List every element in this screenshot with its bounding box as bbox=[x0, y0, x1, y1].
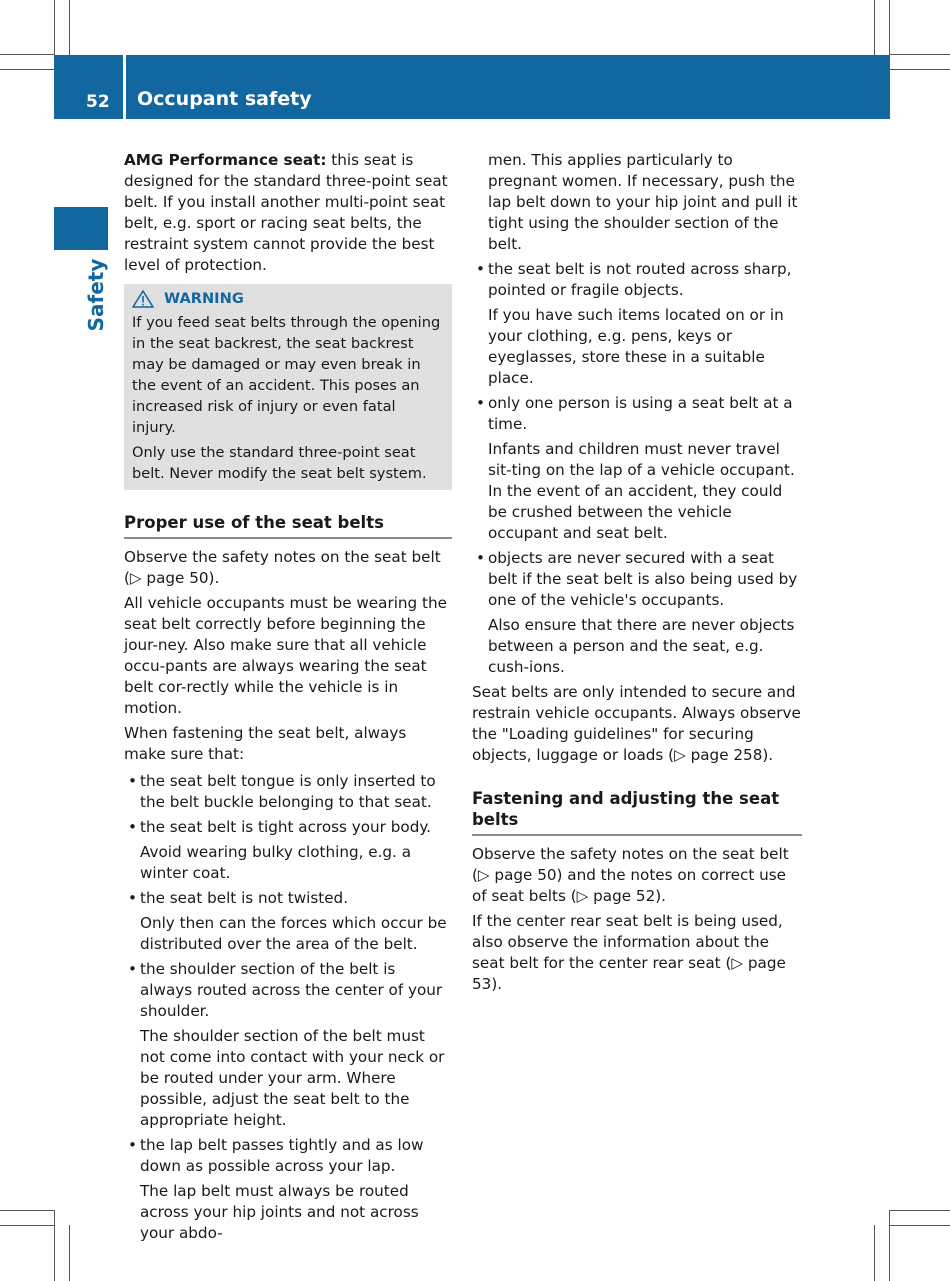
header-divider bbox=[123, 55, 126, 119]
body-paragraph: Observe the safety notes on the seat belt (▷ page 50). bbox=[124, 548, 441, 587]
list-item-note: Infants and children must never travel sit-ting on the lap of a vehicle occupant. In the event of an accident, they could be crushed between the vehicle occupant and seat belt. bbox=[488, 440, 795, 542]
list-item-note: men. This applies particularly to pregnant women. If necessary, push the lap belt down to your hip joint and pull it tight using the shoulder section of the belt. bbox=[488, 151, 798, 253]
crop-mark bbox=[889, 0, 890, 55]
side-tab-marker bbox=[54, 207, 108, 250]
list-item: • the lap belt passes tightly and as low down as possible across your lap. bbox=[124, 1135, 452, 1177]
warning-text: Only use the standard three-point seat belt. Never modify the seat belt system. bbox=[132, 444, 427, 482]
crop-mark bbox=[0, 1225, 54, 1226]
body-paragraph: If the center rear seat belt is being used, also observe the information about the seat belt for the center rear seat (▷ page 53). bbox=[472, 912, 786, 993]
bullet-list bbox=[124, 1135, 452, 1177]
bullet-list bbox=[472, 393, 802, 435]
side-tab-label: Safety bbox=[84, 258, 108, 332]
warning-title: WARNING bbox=[164, 290, 244, 307]
left-column bbox=[124, 150, 452, 1248]
list-item: • only one person is using a seat belt at a time. bbox=[472, 393, 802, 435]
bullet-list bbox=[124, 888, 452, 909]
list-item: • objects are never secured with a seat belt if the seat belt is also being used by one of the vehicle's occupants. bbox=[472, 548, 802, 611]
warning-box bbox=[124, 284, 452, 490]
list-item: • the seat belt is not routed across sharp, pointed or fragile objects. bbox=[472, 259, 802, 301]
bullet-list bbox=[124, 959, 452, 1022]
list-item-note: The shoulder section of the belt must not come into contact with your neck or be routed under your arm. Where possible, adjust the seat belt to the appropriate height. bbox=[140, 1027, 445, 1129]
crop-mark bbox=[54, 0, 55, 55]
crop-mark bbox=[69, 1225, 70, 1281]
crop-mark bbox=[0, 69, 54, 70]
crop-mark bbox=[0, 54, 54, 55]
crop-mark bbox=[874, 0, 875, 55]
section-heading: Fastening and adjusting the seat belts bbox=[472, 788, 802, 836]
list-item: • the shoulder section of the belt is always routed across the center of your shoulder. bbox=[124, 959, 452, 1022]
intro-paragraph bbox=[124, 150, 452, 276]
crop-mark bbox=[890, 1225, 950, 1226]
body-paragraph: When fastening the seat belt, always make sure that: bbox=[124, 724, 407, 763]
list-item-note: The lap belt must always be routed across your hip joints and not across your abdo- bbox=[140, 1182, 419, 1242]
list-item: • the seat belt is not twisted. bbox=[124, 888, 452, 909]
bullet-list bbox=[472, 259, 802, 301]
intro-text: this seat is designed for the standard three-point seat belt. If you install another multi-point seat belt, e.g. sport or racing seat belts, the restraint system cannot provide the best level of protection. bbox=[124, 151, 448, 274]
body-paragraph: Seat belts are only intended to secure and restrain vehicle occupants. Always observe the "Loading guidelines" for securing objects, luggage or loads (▷ page 258). bbox=[472, 683, 801, 764]
page-number: 52 bbox=[86, 92, 110, 112]
warning-triangle-icon bbox=[132, 290, 154, 308]
page-title: Occupant safety bbox=[137, 88, 312, 110]
body-paragraph: All vehicle occupants must be wearing the seat belt correctly before beginning the jour-ney. Also make sure that all vehicle occu-pants are always wearing the seat belt cor-rectly while the vehicle is in motion. bbox=[124, 594, 447, 717]
list-item-note: If you have such items located on or in your clothing, e.g. pens, keys or eyeglasses, store these in a suitable place. bbox=[488, 306, 784, 387]
bullet-list bbox=[472, 548, 802, 611]
warning-header bbox=[132, 288, 444, 309]
list-item-note: Also ensure that there are never objects between a person and the seat, e.g. cush-ions. bbox=[488, 616, 795, 676]
warning-text: If you feed seat belts through the opening in the seat backrest, the seat backrest may be damaged or may even break in the event of an accident. This poses an increased risk of injury or even fatal injury. bbox=[132, 314, 441, 436]
crop-mark bbox=[0, 1210, 54, 1211]
bullet-list bbox=[124, 771, 452, 838]
crop-mark bbox=[69, 0, 70, 55]
section-heading: Proper use of the seat belts bbox=[124, 512, 452, 539]
crop-mark bbox=[874, 1225, 875, 1281]
body-paragraph: Observe the safety notes on the seat belt (▷ page 50) and the notes on correct use of seat belts (▷ page 52). bbox=[472, 845, 789, 905]
crop-mark bbox=[889, 1210, 890, 1281]
crop-mark bbox=[890, 1210, 950, 1211]
list-item: • the seat belt tongue is only inserted to the belt buckle belonging to that seat. bbox=[124, 771, 452, 813]
list-item-note: Avoid wearing bulky clothing, e.g. a winter coat. bbox=[140, 843, 412, 882]
right-column bbox=[472, 150, 802, 999]
list-item-note: Only then can the forces which occur be distributed over the area of the belt. bbox=[140, 914, 447, 953]
intro-bold: AMG Performance seat: bbox=[124, 151, 327, 169]
crop-mark bbox=[890, 69, 950, 70]
crop-mark bbox=[54, 1210, 55, 1281]
list-item: • the seat belt is tight across your body. bbox=[124, 817, 452, 838]
crop-mark bbox=[890, 54, 950, 55]
